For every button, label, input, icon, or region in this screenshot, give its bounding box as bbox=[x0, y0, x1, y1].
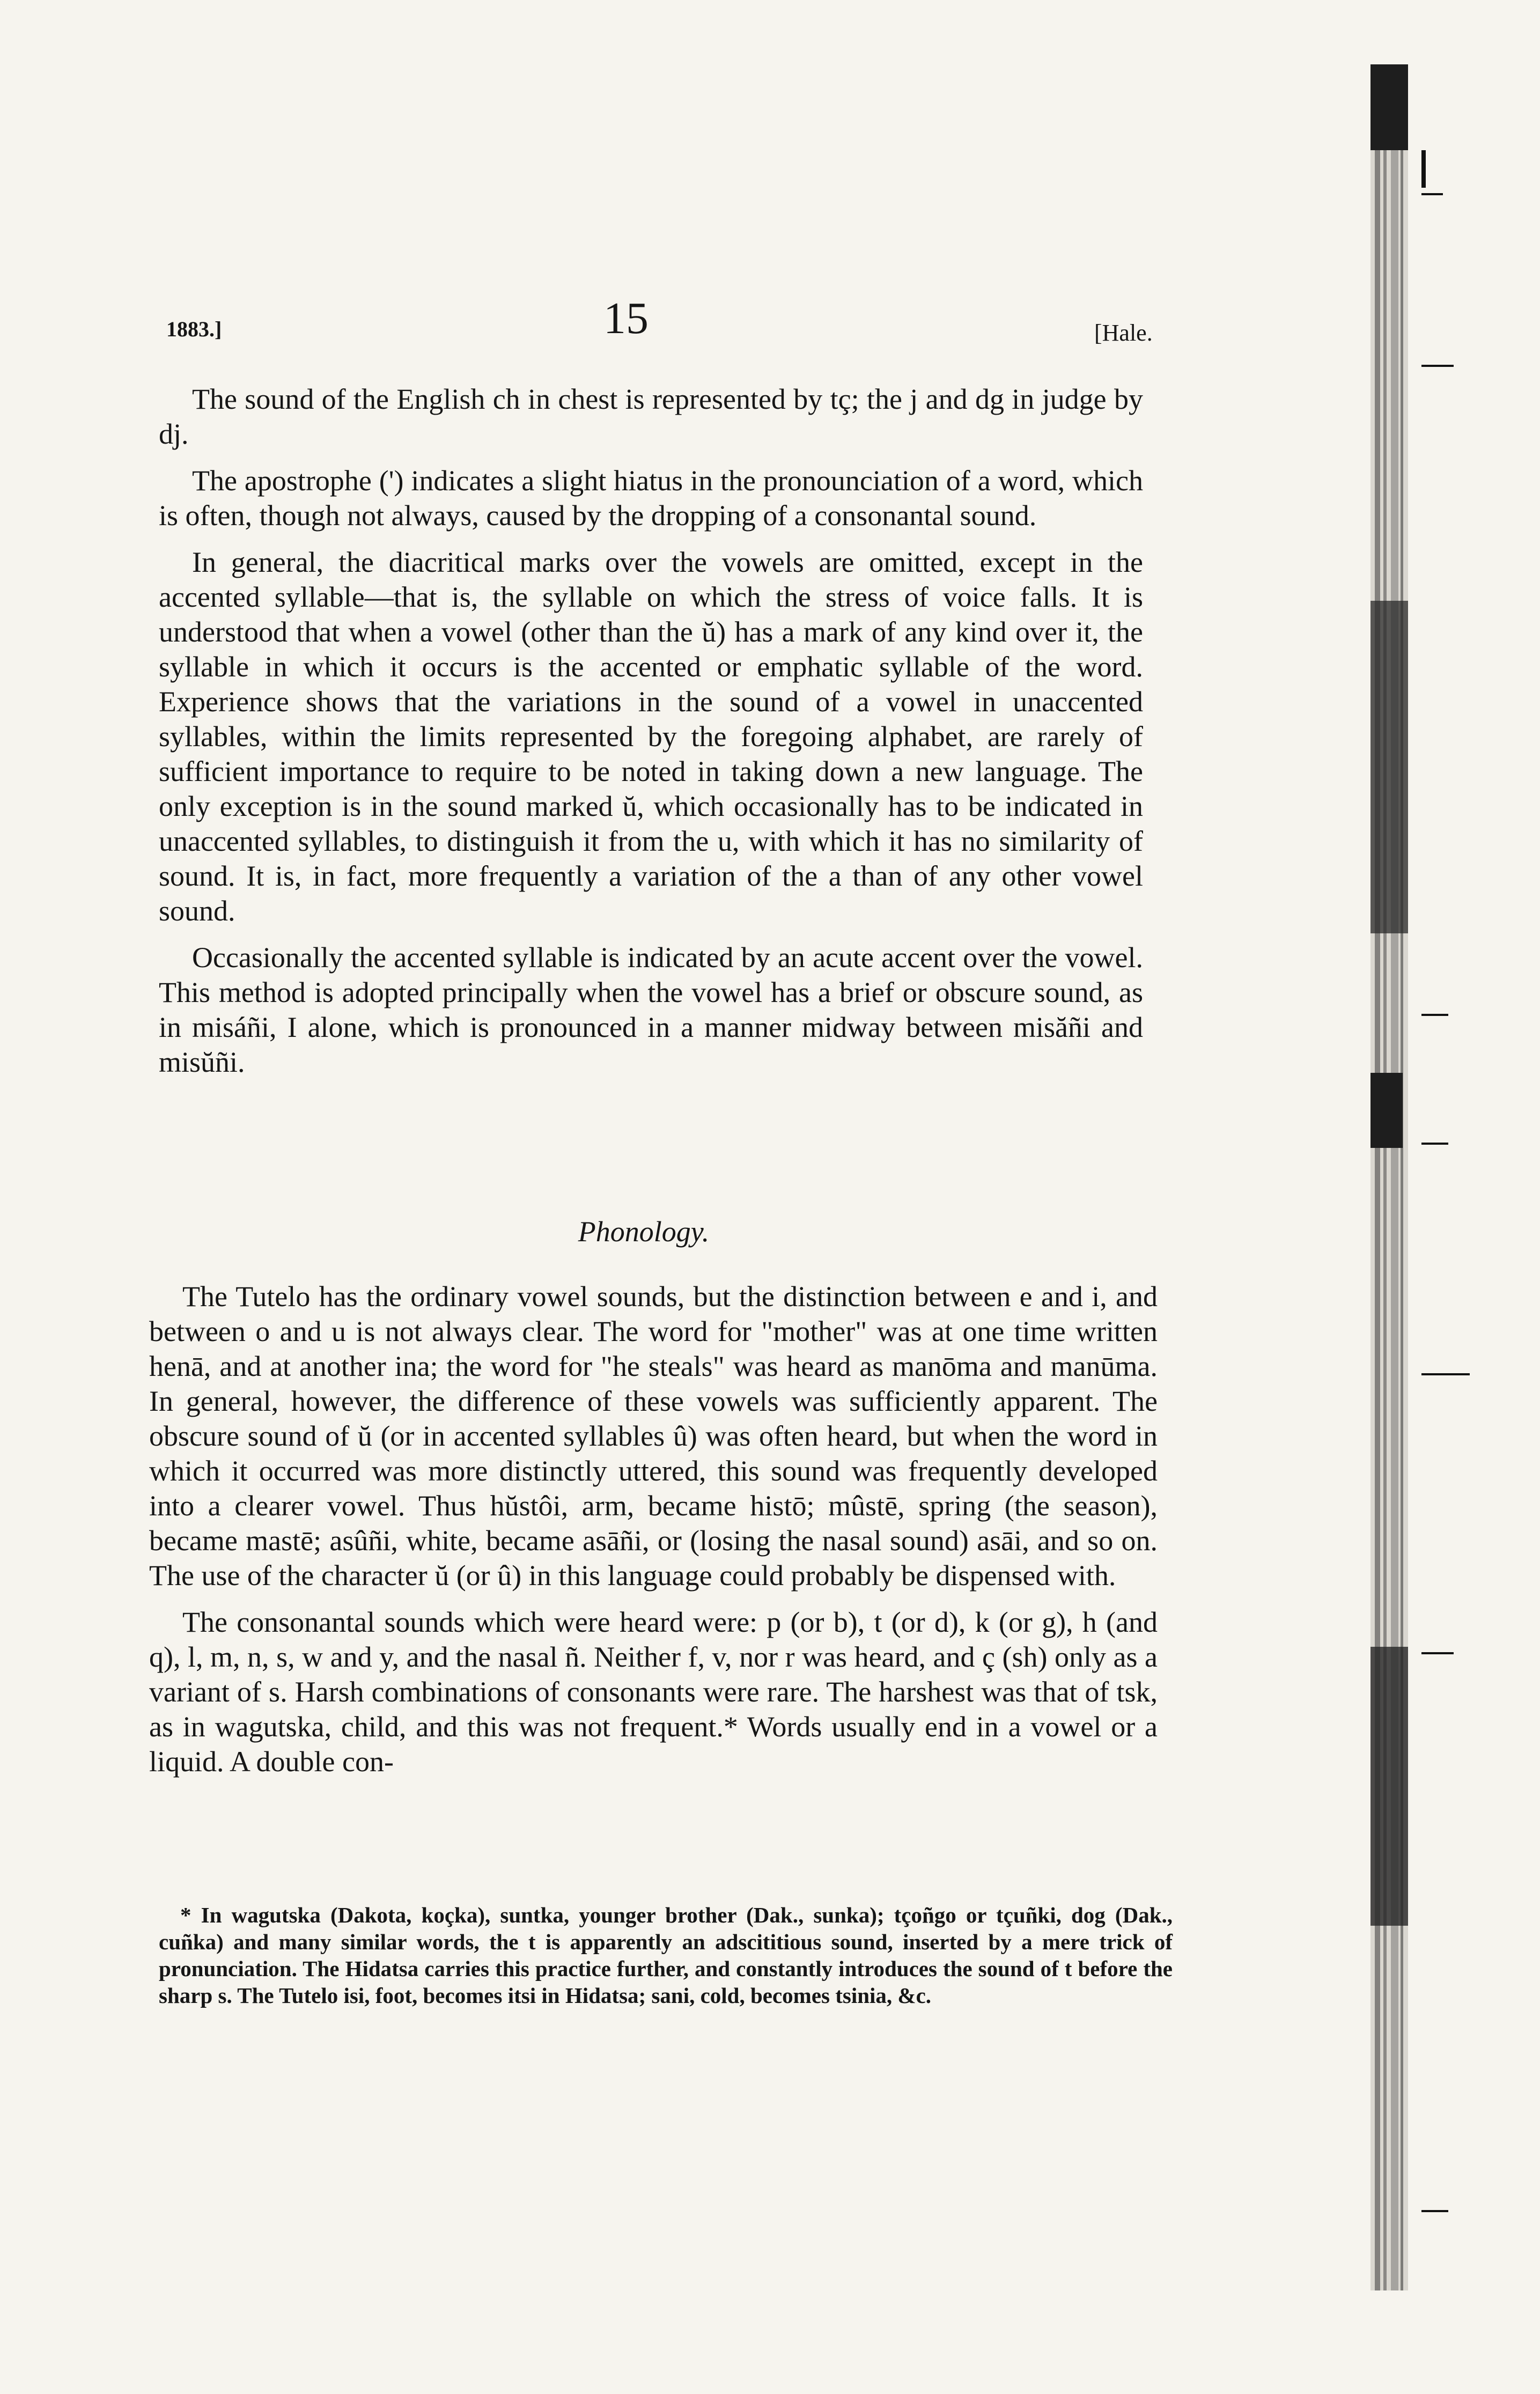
paragraph-vowels: The Tutelo has the ordinary vowel sounds, but the distinction between e and i, and between o and u is not always clear. The word for "mother" was at one time written henā, and at another ina; the word for "he steals" was heard as manōma and manūma. In general, however, the difference of these vowels was sufficiently apparent. The obscure sound of ŭ (or in accented syllables û) was often heard, but when the word in which it occurred was more distinctly uttered, this sound was frequently developed into a clearer vowel. Thus hŭstôi, arm, became histō; mûstē, spring (the season), became mastē; asûñi, white, became asāñi, or (losing the nasal sound) asāi, and so on. The use of the character ŭ (or û) in this language could probably be dispensed with. bbox=[149, 1280, 1158, 1592]
running-header-author: [Hale. bbox=[1094, 320, 1153, 346]
paragraph-consonants: The consonantal sounds which were heard were: p (or b), t (or d), k (or g), h (and q), l, m, n, s, w and y, and the nasal ñ. Neither f, v, nor r was heard, and ç (sh) only as a variant of s. Harsh combinations of consonants were rare. The harshest was that of tsk, as in wagutska, child, and this was not frequent.* Words usually end in a vowel or a liquid. A double con- bbox=[149, 1606, 1158, 1778]
paragraph-diacritical-marks: In general, the diacritical marks over the vowels are omitted, except in the accented syllable—that is, the syllable on which the stress of voice falls. It is understood that when a vowel (other than the ŭ) has a mark of any kind over it, the syllable in which it occurs is the accented or emphatic syllable of the word. Experience shows that the variations in the sound of a vowel in unaccented syllables, within the limits represented by the foregoing alphabet, are rarely of sufficient importance to require to be noted in taking down a new language. The only exception is in the sound marked ŭ, which occasionally has to be indicated in unaccented syllables, to distinguish it from the u, with which it has no similarity of sound. It is, in fact, more frequently a variation of the a than of any other vowel sound. bbox=[159, 546, 1143, 927]
paragraph-apostrophe: The apostrophe (') indicates a slight hiatus in the pronounciation of a word, which is often, though not always, caused by the dropping of a consonantal sound. bbox=[159, 465, 1143, 532]
intro-text bbox=[159, 382, 1143, 1092]
footnote bbox=[159, 1902, 1173, 2009]
footnote-text: * In wagutska (Dakota, koçka), suntka, younger brother (Dak., sunka); tçoñgo or tçuñki, dog (Dak., cuñka) and many similar words, the t is apparently an adscititious sound, inserted by a mere trick of pronunciation. The Hidatsa carries this practice further, and constantly introduces the sound of t before the sharp s. The Tutelo isi, foot, becomes itsi in Hidatsa; sani, cold, becomes tsinia, &c. bbox=[159, 1903, 1173, 2008]
section-title: Phonology. bbox=[578, 1216, 710, 1248]
page-number: 15 bbox=[603, 293, 649, 343]
phonology-text bbox=[149, 1279, 1158, 1791]
paragraph-accent: Occasionally the accented syllable is indicated by an acute accent over the vowel. This method is adopted principally when the vowel has a brief or obscure sound, as in misáñi, I alone, which is pronounced in a manner midway between misăñi and misŭñi. bbox=[159, 941, 1143, 1078]
paragraph-ch-sound: The sound of the English ch in chest is represented by tç; the j and dg in judge by dj. bbox=[159, 383, 1143, 450]
running-header-year: 1883.] bbox=[166, 317, 222, 341]
scan-edge-artifact bbox=[1370, 64, 1478, 2290]
